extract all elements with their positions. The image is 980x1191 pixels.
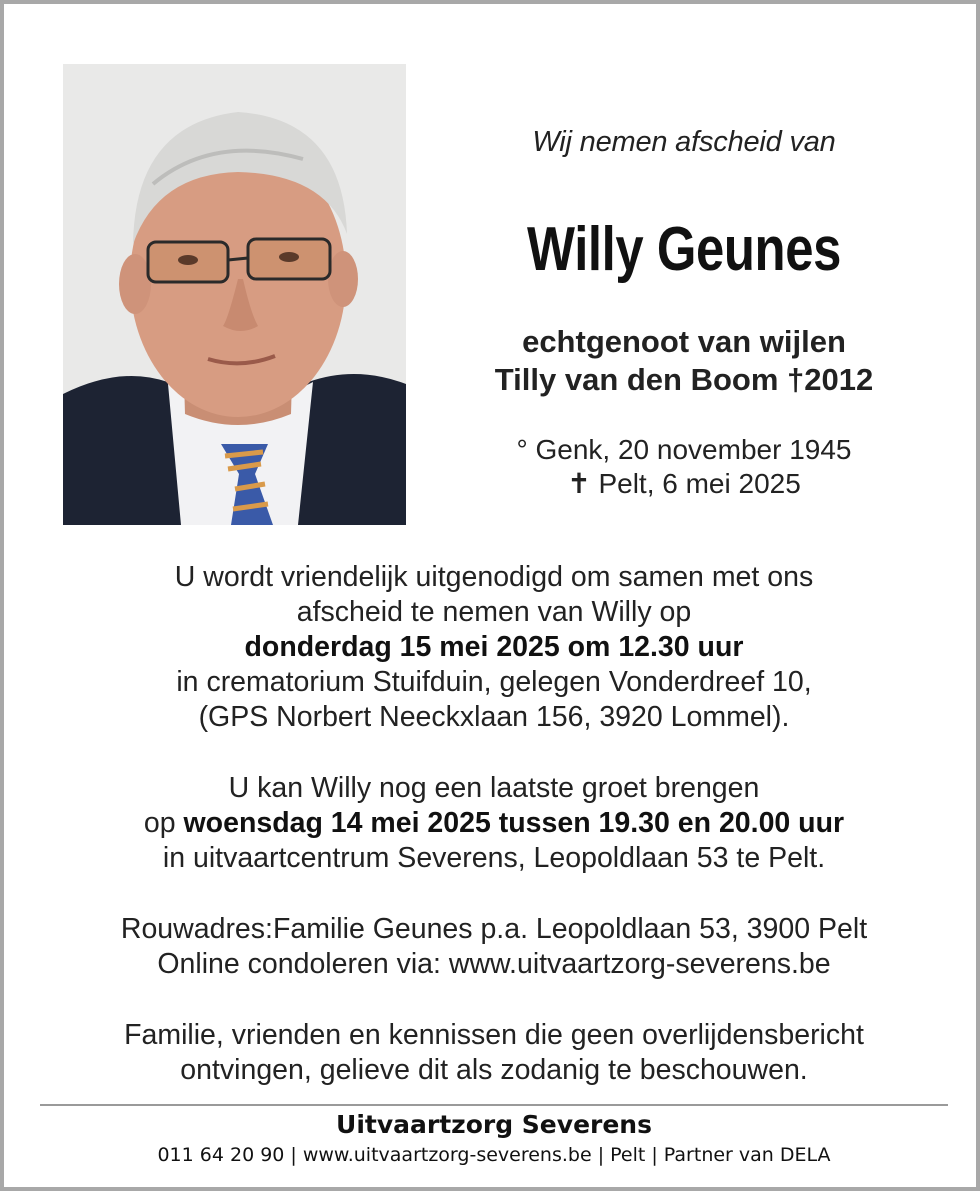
- text-line: in uitvaartcentrum Severens, Leopoldlaan 53 te Pelt.: [162, 842, 826, 874]
- birth-date: ° Genk, 20 november 1945: [516, 434, 852, 465]
- deceased-name: Willy Geunes: [527, 215, 841, 284]
- contact-paragraph: [40, 912, 948, 982]
- text-line: (GPS Norbert Neeckxlaan 156, 3920 Lommel).: [198, 701, 790, 733]
- text-line: U kan Willy nog een laatste groet brengen: [228, 772, 760, 804]
- text-line: Familie, vrienden en kennissen die geen overlijdensbericht: [124, 1019, 864, 1051]
- company-name: Uitvaartzorg Severens: [336, 1110, 652, 1139]
- death-date: ✝ Pelt, 6 mei 2025: [567, 468, 801, 499]
- text-line: afscheid te nemen van Willy op: [296, 596, 692, 628]
- text-line: in crematorium Stuifduin, gelegen Vonderdreef 10,: [176, 666, 812, 698]
- spouse-info: [424, 323, 944, 399]
- intro-text: Wij nemen afscheid van: [532, 126, 836, 158]
- ceremony-datetime: donderdag 15 mei 2025 om 12.30 uur: [244, 631, 744, 663]
- announcement-body: [40, 560, 948, 1088]
- header-block: [424, 126, 944, 501]
- notice-paragraph: [40, 1018, 948, 1088]
- online-condolence: Online condoleren via: www.uitvaartzorg-severens.be: [157, 948, 831, 980]
- visitation-paragraph: [40, 771, 948, 876]
- spouse-line: Tilly van den Boom †2012: [494, 362, 874, 397]
- footer: [40, 1110, 948, 1170]
- company-details: 011 64 20 90 | www.uitvaartzorg-severens.be | Pelt | Partner van DELA: [157, 1144, 831, 1166]
- divider: [40, 1104, 948, 1106]
- spouse-line: echtgenoot van wijlen: [522, 324, 846, 359]
- ceremony-paragraph: [40, 560, 948, 735]
- life-dates: [424, 433, 944, 501]
- mourning-address: Rouwadres:Familie Geunes p.a. Leopoldlaan 53, 3900 Pelt: [120, 913, 868, 945]
- visitation-datetime: op woensdag 14 mei 2025 tussen 19.30 en 20.00 uur: [143, 807, 845, 839]
- text-line: ontvingen, gelieve dit als zodanig te beschouwen.: [180, 1054, 808, 1086]
- text-line: U wordt vriendelijk uitgenodigd om samen met ons: [174, 561, 814, 593]
- portrait-photo: [63, 64, 406, 525]
